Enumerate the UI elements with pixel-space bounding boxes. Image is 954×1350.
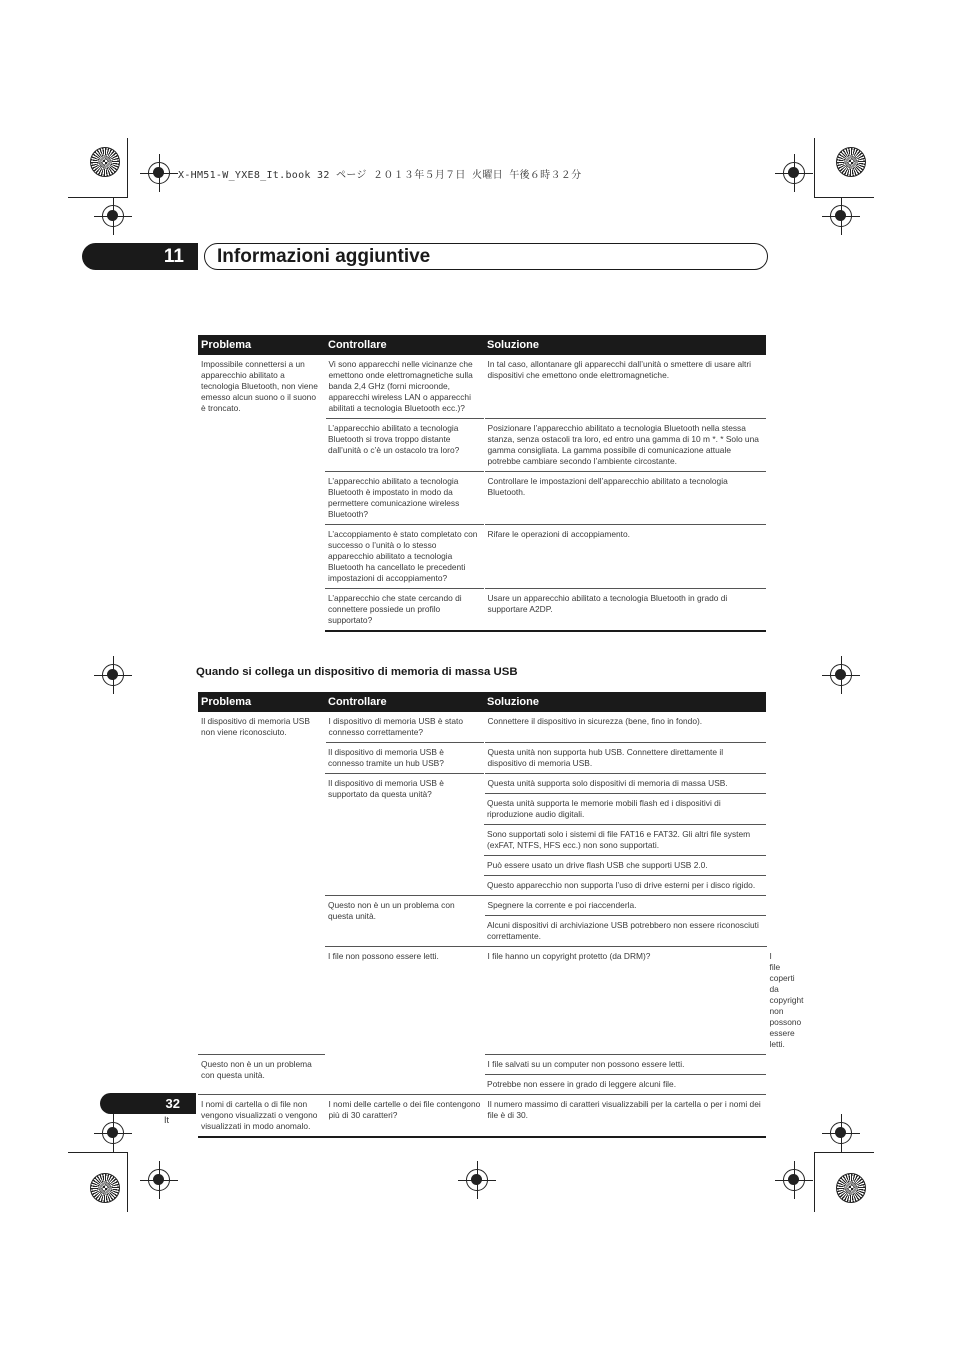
solution-cell: Posizionare l’apparecchio abilitato a tecnologia Bluetooth nella stessa stanza, senza ostacoli tra loro, ed entro una gamma di 10 m *. * Solo una gamma consigliata. La gamma possibile di comunicazione attuale potrebbe cambiare secondo l’ambiente circostante. (484, 419, 766, 472)
registration-mark-icon (148, 162, 170, 184)
check-cell: I nomi delle cartelle o dei file contengono più di 30 caratteri? (325, 1094, 484, 1137)
solution-cell: Questa unità supporta solo dispositivi di memoria di massa USB. (484, 774, 766, 794)
table-header-row (198, 335, 766, 355)
crop-mark (814, 1152, 815, 1212)
color-target-icon (836, 1173, 866, 1203)
chapter-number: 11 (82, 243, 198, 270)
color-target-icon (90, 1173, 120, 1203)
problem-cell: Impossibile connettersi a un apparecchio abilitato a tecnologia Bluetooth, non viene emesso alcun suono o il suono è troncato. (201, 359, 318, 413)
check-cell: Il dispositivo di memoria USB è supportato da questa unità? (325, 774, 484, 896)
crop-mark (68, 197, 128, 198)
troubleshooting-table-usb (198, 692, 804, 1138)
solution-cell: In tal caso, allontanare gli apparecchi dall’unità o smettere di usare altri dispositivi che emettono onde elettromagnetiche. (484, 355, 766, 419)
chapter-banner (204, 243, 768, 270)
solution-cell: I file salvati su un computer non possono essere letti. (484, 1054, 766, 1074)
crop-mark (127, 138, 128, 198)
solution-cell: Sono supportati solo i sistemi di file FAT16 e FAT32. Gli altri file system (exFAT, NTFS, HFS ecc.) non sono supportati. (484, 825, 766, 856)
solution-cell: Spegnere la corrente e poi riaccenderla. (484, 896, 766, 916)
table-row (198, 355, 766, 419)
crop-mark (127, 1152, 128, 1212)
registration-mark-icon (102, 664, 124, 686)
solution-cell: Alcuni dispositivi di archiviazione USB potrebbero non essere riconosciuti correttamente. (484, 916, 766, 947)
solution-cell: Controllare le impostazioni dell’apparecchio abilitato a tecnologia Bluetooth. (484, 472, 766, 525)
solution-cell: Questa unità non supporta hub USB. Connettere direttamente il dispositivo di memoria USB. (484, 743, 766, 774)
registration-mark-icon (102, 205, 124, 227)
solution-cell: Connettere il dispositivo in sicurezza (bene, fino in fondo). (484, 712, 766, 743)
page-number: 32 (100, 1093, 196, 1114)
check-cell: L’accoppiamento è stato completato con successo o l’unità o lo stesso apparecchio abilitato a tecnologia Bluetooth ha cancellato le precedenti impostazioni di accoppiamento? (325, 525, 484, 589)
registration-mark-icon (102, 1122, 124, 1144)
check-cell: Il dispositivo di memoria USB è connesso tramite un hub USB? (325, 743, 484, 774)
crop-mark (814, 138, 815, 198)
solution-cell: Questo apparecchio non supporta l’uso di drive esterni per i disco rigido. (484, 876, 766, 896)
solution-cell: Il numero massimo di caratteri visualizzabili per la cartella o per i nomi dei file è di 30. (484, 1094, 766, 1137)
registration-mark-icon (830, 664, 852, 686)
crop-mark (814, 197, 874, 198)
section-heading: Quando si collega un dispositivo di memoria di massa USB (196, 666, 518, 678)
registration-mark-icon (783, 162, 805, 184)
registration-mark-icon (783, 1169, 805, 1191)
check-cell: Questo non è un un problema con questa unità. (325, 896, 484, 947)
registration-mark-icon (830, 1122, 852, 1144)
column-header-controllare: Controllare (325, 692, 484, 712)
check-cell: I file hanno un copyright protetto (da DRM)? (484, 947, 766, 1055)
problem-cell: I nomi di cartella o di file non vengono visualizzati o vengono visualizzati in modo anomalo. (198, 1094, 325, 1137)
check-cell: Vi sono apparecchi nelle vicinanze che emettono onde elettromagnetiche sulla banda 2,4 GHz (forni microonde, apparecchi wireless LAN o apparecchi abilitati a tecnologia Bluetooth ecc.)? (325, 355, 484, 419)
table-header-row (198, 692, 766, 712)
column-header-controllare: Controllare (325, 335, 484, 355)
color-target-icon (836, 147, 866, 177)
print-header: X-HM51-W_YXE8_It.book 32 ページ ２０１３年５月７日 火曜日 午後６時３２分 (178, 170, 582, 181)
registration-mark-icon (830, 205, 852, 227)
chapter-title: Informazioni aggiuntive (217, 245, 431, 267)
registration-mark-icon (466, 1169, 488, 1191)
check-cell: Questo non è un un problema con questa unità. (198, 1054, 325, 1094)
column-header-soluzione: Soluzione (484, 335, 766, 355)
solution-cell: Potrebbe non essere in grado di leggere alcuni file. (484, 1074, 766, 1094)
solution-cell: Rifare le operazioni di accoppiamento. (484, 525, 766, 589)
solution-cell: Questa unità supporta le memorie mobili flash ed i dispositivi di riproduzione audio digitali. (484, 794, 766, 825)
column-header-soluzione: Soluzione (484, 692, 766, 712)
page-language: It (164, 1115, 170, 1125)
table-row (198, 1094, 766, 1137)
solution-cell: Usare un apparecchio abilitato a tecnologia Bluetooth in grado di supportare A2DP. (484, 589, 766, 632)
problem-cell: Il dispositivo di memoria USB non viene riconosciuto. (201, 716, 310, 737)
troubleshooting-table-bluetooth (198, 335, 766, 632)
crop-mark (814, 1152, 874, 1153)
check-cell: L’apparecchio che state cercando di connettere possiede un profilo supportato? (325, 589, 484, 632)
check-cell: L’apparecchio abilitato a tecnologia Bluetooth è impostato in modo da permettere comunicazione wireless Bluetooth? (325, 472, 484, 525)
check-cell: L’apparecchio abilitato a tecnologia Bluetooth si trova troppo distante dall’unità o c’è un ostacolo tra loro? (325, 419, 484, 472)
color-target-icon (90, 147, 120, 177)
solution-cell: Può essere usato un drive flash USB che supporti USB 2.0. (484, 856, 766, 876)
registration-mark-icon (148, 1169, 170, 1191)
problem-cell: I file non possono essere letti. (325, 947, 484, 1095)
crop-mark (68, 1152, 128, 1153)
column-header-problema: Problema (198, 335, 325, 355)
check-cell: I dispositivo di memoria USB è stato connesso correttamente? (325, 712, 484, 743)
table-row (198, 712, 766, 743)
column-header-problema: Problema (198, 692, 325, 712)
table-row: I file non possono essere letti. I file hanno un copyright protetto (da DRM)? I file coperti da copyright non possono essere letti. (198, 947, 766, 1055)
